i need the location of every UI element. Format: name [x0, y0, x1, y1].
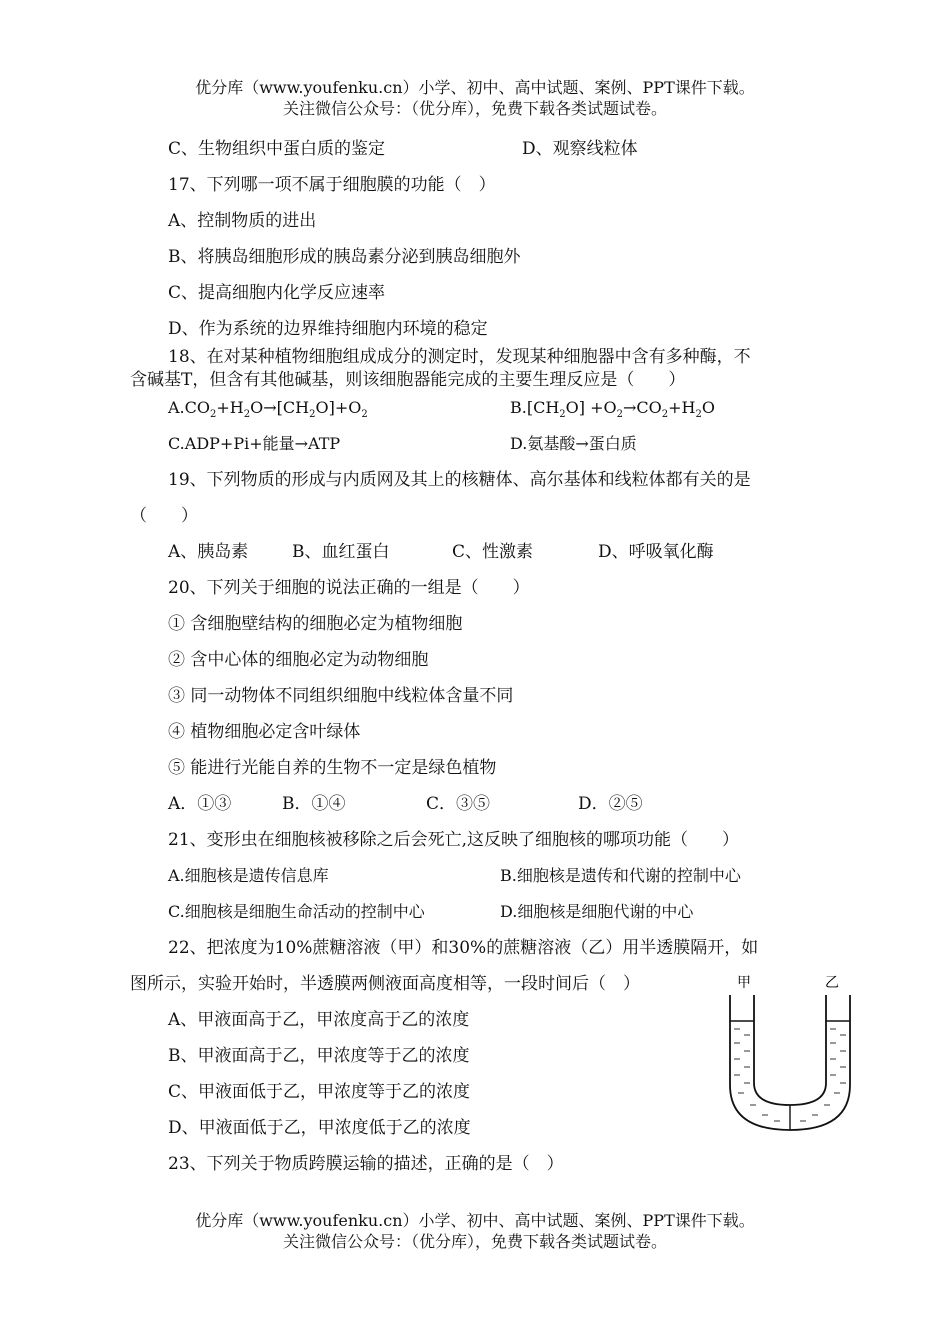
u-tube-inner-wall — [754, 995, 826, 1105]
q21-option-c: C.细胞核是细胞生命活动的控制中心 — [168, 902, 425, 921]
q20-option-d: D．②⑤ — [578, 794, 643, 814]
q17-option-c: C、提高细胞内化学反应速率 — [168, 283, 386, 303]
q19-option-c: C、性激素 — [452, 542, 534, 562]
q17-option-a: A、控制物质的进出 — [168, 211, 317, 231]
q22-option-a: A、甲液面高于乙，甲浓度高于乙的浓度 — [168, 1010, 470, 1030]
q20-statement-4: ④ 植物细胞必定含叶绿体 — [168, 722, 361, 742]
footer-line-1: 优分库（www.youfenku.cn）小学、初中、高中试题、案例、PPT课件下载。 — [195, 1211, 755, 1230]
q18-option-d: D.氨基酸→蛋白质 — [510, 434, 637, 453]
q16-option-d: D、观察线粒体 — [522, 139, 638, 159]
q21-option-b: B.细胞核是遗传和代谢的控制中心 — [500, 866, 741, 885]
q18-option-a: $A.CO_2+H_2O\to[CH_2O]+O_2$ — [168, 398, 368, 421]
q21-option-d: D.细胞核是细胞代谢的中心 — [500, 902, 694, 921]
q18-option-b: $B.[CH_2O] +O_2\to CO_2+H_2O$ — [510, 398, 715, 421]
footer-line-2: 关注微信公众号：（优分库），免费下载各类试题试卷。 — [282, 1232, 667, 1251]
q20-option-a: A．①③ — [168, 794, 232, 814]
figure-label-left: 甲 — [737, 975, 751, 991]
q20-statement-1: ① 含细胞壁结构的细胞必定为植物细胞 — [168, 614, 463, 634]
q17-option-d: D、作为系统的边界维持细胞内环境的稳定 — [168, 319, 488, 339]
q20-statement-3: ③ 同一动物体不同组织细胞中线粒体含量不同 — [168, 686, 514, 706]
u-tube-figure — [720, 965, 860, 1145]
q19-stem-line-2: （ ） — [130, 506, 198, 526]
q20-statement-5: ⑤ 能进行光能自养的生物不一定是绿色植物 — [168, 758, 497, 778]
q22-option-b: B、甲液面高于乙，甲浓度等于乙的浓度 — [168, 1046, 470, 1066]
q20-statement-2: ② 含中心体的细胞必定为动物细胞 — [168, 650, 429, 670]
q21-stem: 21、变形虫在细胞核被移除之后会死亡,这反映了细胞核的哪项功能（ ） — [168, 830, 740, 850]
q18-option-c: C.ADP+Pi+能量→ATP — [168, 434, 341, 453]
header-line-1: 优分库（www.youfenku.cn）小学、初中、高中试题、案例、PPT课件下载。 — [195, 78, 755, 97]
q20-option-b: B．①④ — [282, 794, 346, 814]
header-line-2: 关注微信公众号：（优分库），免费下载各类试题试卷。 — [282, 99, 667, 118]
q19-option-a: A、胰岛素 — [168, 542, 249, 562]
q20-option-c: C．③⑤ — [426, 794, 491, 814]
q18-stem-line-1: 18、在对某种植物细胞组成成分的测定时，发现某种细胞器中含有多种酶，不 — [168, 347, 751, 367]
q19-option-b: B、血红蛋白 — [292, 542, 390, 562]
q20-stem: 20、下列关于细胞的说法正确的一组是（ ） — [168, 578, 530, 598]
q19-option-d: D、呼吸氧化酶 — [598, 542, 714, 562]
q17-option-b: B、将胰岛细胞形成的胰岛素分泌到胰岛细胞外 — [168, 247, 521, 267]
q19-stem-line-1: 19、下列物质的形成与内质网及其上的核糖体、高尔基体和线粒体都有关的是 — [168, 470, 751, 490]
q16-option-c: C、生物组织中蛋白质的鉴定 — [168, 139, 386, 159]
q22-stem-line-1: 22、把浓度为10%蔗糖溶液（甲）和30%的蔗糖溶液（乙）用半透膜隔开，如 — [168, 938, 759, 958]
q22-option-d: D、甲液面低于乙，甲浓度低于乙的浓度 — [168, 1118, 471, 1138]
q22-option-c: C、甲液面低于乙，甲浓度等于乙的浓度 — [168, 1082, 471, 1102]
q23-stem: 23、下列关于物质跨膜运输的描述，正确的是（ ） — [168, 1154, 564, 1174]
q17-stem: 17、下列哪一项不属于细胞膜的功能（ ） — [168, 175, 496, 195]
q21-option-a: A.细胞核是遗传信息库 — [168, 866, 329, 885]
q18-stem-line-2: 含碱基T，但含有其他碱基，则该细胞器能完成的主要生理反应是（ ） — [130, 370, 686, 390]
q22-stem-line-2: 图所示，实验开始时，半透膜两侧液面高度相等，一段时间后（ ） — [130, 974, 640, 994]
figure-label-right: 乙 — [825, 975, 839, 991]
